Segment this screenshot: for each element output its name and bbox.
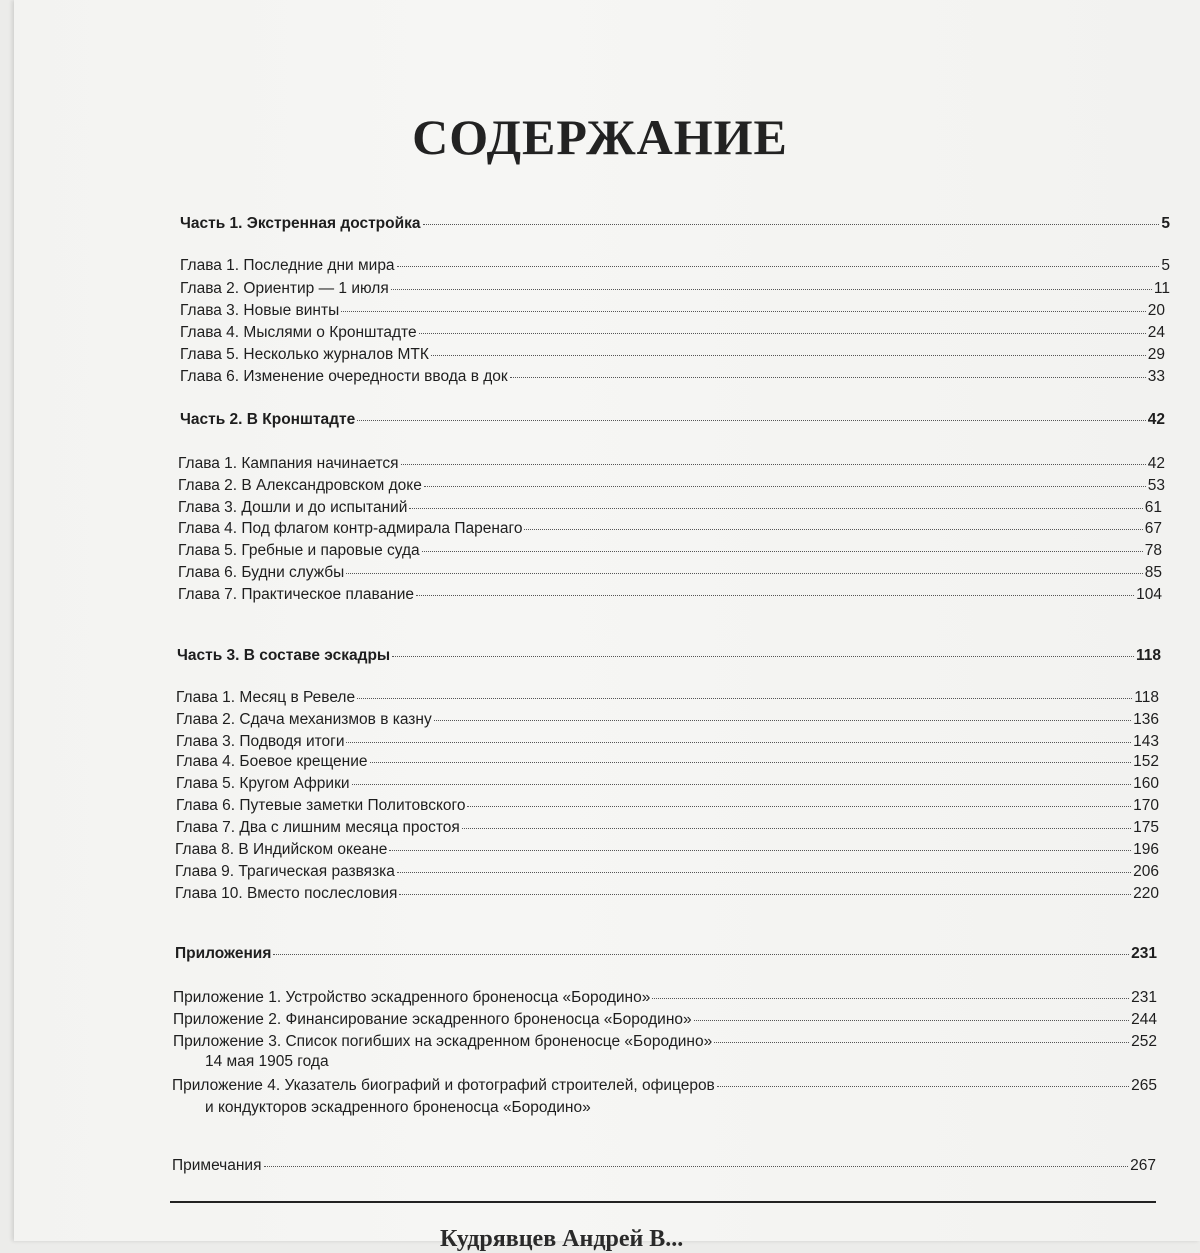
leader-dots xyxy=(423,224,1160,225)
toc-entry-title: Приложение 3. Список погибших на эскадренном броненосце «Бородино» xyxy=(173,1033,713,1050)
toc-page-number: 53 xyxy=(1147,477,1165,494)
toc-page-number: 143 xyxy=(1133,733,1159,750)
toc-page-number: 20 xyxy=(1147,302,1165,319)
toc-entry xyxy=(175,884,1159,904)
toc-page-number: 118 xyxy=(1135,647,1161,664)
leader-dots xyxy=(434,720,1131,721)
toc-entry-title: Глава 4. Мыслями о Кронштадте xyxy=(180,324,417,341)
toc-entry xyxy=(180,301,1165,321)
toc-entry-title: Приложение 2. Финансирование эскадренного броненосца «Бородино» xyxy=(173,1011,692,1028)
toc-appendix-entry xyxy=(172,1076,1157,1096)
toc-entry xyxy=(180,256,1170,276)
leader-dots xyxy=(409,508,1142,509)
toc-entry-title: Глава 6. Путевые заметки Политовского xyxy=(176,797,466,814)
toc-entry xyxy=(178,454,1165,474)
toc-part-title: Часть 2. В Кронштадте xyxy=(180,411,356,428)
toc-notes xyxy=(172,1156,1156,1176)
leader-dots xyxy=(273,954,1129,955)
toc-entry-title: Глава 9. Трагическая развязка xyxy=(175,863,395,880)
leader-dots xyxy=(510,377,1146,378)
toc-entry xyxy=(176,796,1159,816)
leader-dots xyxy=(389,850,1131,851)
leader-dots xyxy=(424,486,1146,487)
toc-entry xyxy=(178,585,1162,605)
toc-entry xyxy=(178,498,1162,518)
toc-entry-title: Глава 4. Под флагом контр-адмирала Паренаго xyxy=(178,520,523,537)
footer-author-line: Кудрявцев Андрей В... xyxy=(440,1226,684,1252)
leader-dots xyxy=(462,828,1131,829)
leader-dots xyxy=(357,420,1146,421)
toc-page-number: 196 xyxy=(1133,841,1159,858)
leader-dots xyxy=(652,998,1129,999)
toc-appendix-entry xyxy=(173,1010,1157,1030)
toc-appendices xyxy=(175,944,1157,964)
toc-entry-title: Примечания xyxy=(172,1157,262,1174)
leader-dots xyxy=(422,551,1143,552)
leader-dots xyxy=(714,1042,1129,1043)
toc-page-number: 231 xyxy=(1131,989,1157,1006)
page-title: СОДЕРЖАНИЕ xyxy=(412,109,788,165)
leader-dots xyxy=(391,289,1152,290)
toc-page-number: 5 xyxy=(1161,257,1170,274)
toc-page-number: 206 xyxy=(1133,863,1159,880)
leader-dots xyxy=(264,1166,1129,1167)
toc-page-number: 104 xyxy=(1136,586,1162,603)
toc-entry xyxy=(176,774,1159,794)
toc-part-title: Часть 3. В составе эскадры xyxy=(177,647,391,664)
toc-entry xyxy=(178,541,1162,561)
toc-entry xyxy=(176,818,1159,838)
leader-dots xyxy=(399,894,1131,895)
toc-entry-title: Глава 5. Несколько журналов МТК xyxy=(180,346,429,363)
toc-entry-title: Глава 2. В Александровском доке xyxy=(178,477,422,494)
toc-entry-title: Глава 10. Вместо послесловия xyxy=(175,885,398,902)
toc-page-number: 29 xyxy=(1147,346,1165,363)
leader-dots xyxy=(352,784,1132,785)
toc-entry-title: Глава 5. Гребные и паровые суда xyxy=(178,542,420,559)
toc-entry xyxy=(178,476,1165,496)
toc-page-number: 42 xyxy=(1147,455,1165,472)
toc-page-number: 170 xyxy=(1133,797,1159,814)
toc-part-2 xyxy=(180,410,1165,430)
toc-entry xyxy=(180,279,1170,299)
leader-dots xyxy=(717,1086,1129,1087)
toc-page-number: 265 xyxy=(1131,1077,1157,1094)
leader-dots xyxy=(416,595,1134,596)
leader-dots xyxy=(524,529,1142,530)
toc-entry xyxy=(175,840,1159,860)
toc-entry-title: Приложение 1. Устройство эскадренного броненосца «Бородино» xyxy=(173,989,651,1006)
toc-entry xyxy=(178,519,1162,539)
toc-page-number: 175 xyxy=(1133,819,1159,836)
toc-entry-title: Приложение 4. Указатель биографий и фотографий строителей, офицеров xyxy=(172,1077,715,1094)
leader-dots xyxy=(694,1020,1130,1021)
toc-entry-title: Глава 6. Изменение очередности ввода в док xyxy=(180,368,508,385)
toc-entry xyxy=(176,710,1159,730)
leader-dots xyxy=(397,266,1160,267)
toc-page-number: 61 xyxy=(1144,499,1162,516)
toc-page-number: 136 xyxy=(1133,711,1159,728)
toc-entry-title: Глава 1. Месяц в Ревеле xyxy=(176,689,356,706)
toc-entry xyxy=(180,345,1165,365)
toc-page-number: 5 xyxy=(1161,215,1170,232)
leader-dots xyxy=(341,311,1146,312)
leader-dots xyxy=(397,872,1131,873)
toc-entry-title: Глава 7. Практическое плавание xyxy=(178,586,415,603)
toc-entry-title: Глава 1. Последние дни мира xyxy=(180,257,395,274)
toc-page-number: 78 xyxy=(1144,542,1162,559)
toc-page-number: 160 xyxy=(1133,775,1159,792)
leader-dots xyxy=(431,355,1146,356)
toc-entry-title: Глава 6. Будни службы xyxy=(178,564,345,581)
toc-entry-title: Глава 1. Кампания начинается xyxy=(178,455,399,472)
toc-entry-title: Глава 4. Боевое крещение xyxy=(176,753,368,770)
toc-page-number: 24 xyxy=(1147,324,1165,341)
toc-page-number: 85 xyxy=(1144,564,1162,581)
toc-page-number: 220 xyxy=(1133,885,1159,902)
toc-appendix-entry xyxy=(173,988,1157,1008)
toc-page-number: 252 xyxy=(1131,1033,1157,1050)
toc-part-1 xyxy=(180,214,1170,234)
leader-dots xyxy=(401,464,1146,465)
toc-entry-continuation: и кондукторов эскадренного броненосца «Бородино» xyxy=(205,1099,591,1116)
toc-entry-title: Глава 3. Дошли и до испытаний xyxy=(178,499,408,516)
toc-page-number: 11 xyxy=(1153,280,1170,297)
toc-page-number: 33 xyxy=(1147,368,1165,385)
leader-dots xyxy=(346,573,1142,574)
bottom-rule xyxy=(170,1201,1156,1203)
toc-appendix-entry xyxy=(173,1032,1157,1052)
toc-entry-title: Глава 8. В Индийском океане xyxy=(175,841,388,858)
leader-dots xyxy=(346,742,1131,743)
toc-entry-title: Глава 2. Сдача механизмов в казну xyxy=(176,711,432,728)
leader-dots xyxy=(419,333,1146,334)
toc-page-number: 244 xyxy=(1131,1011,1157,1028)
toc-entry xyxy=(176,752,1159,772)
toc-page-number: 231 xyxy=(1131,945,1157,962)
toc-page-number: 42 xyxy=(1147,411,1165,428)
leader-dots xyxy=(370,762,1132,763)
toc-entry xyxy=(180,323,1165,343)
toc-page-number: 118 xyxy=(1134,689,1159,706)
toc-entry xyxy=(178,563,1162,583)
toc-entry-continuation: 14 мая 1905 года xyxy=(205,1053,329,1070)
toc-entry-title: Глава 2. Ориентир — 1 июля xyxy=(180,280,389,297)
toc-page-number: 152 xyxy=(1133,753,1159,770)
leader-dots xyxy=(357,698,1132,699)
toc-page-number: 67 xyxy=(1144,520,1162,537)
toc-page-number: 267 xyxy=(1130,1157,1156,1174)
leader-dots xyxy=(392,656,1134,657)
toc-entry-title: Глава 5. Кругом Африки xyxy=(176,775,350,792)
toc-part-title: Часть 1. Экстренная достройка xyxy=(180,215,421,232)
toc-entry-title: Глава 3. Новые винты xyxy=(180,302,340,319)
toc-part-title: Приложения xyxy=(175,945,272,962)
toc-entry-title: Глава 7. Два с лишним месяца простоя xyxy=(176,819,460,836)
leader-dots xyxy=(467,806,1131,807)
toc-entry-title: Глава 3. Подводя итоги xyxy=(176,733,345,750)
toc-part-3 xyxy=(177,646,1161,666)
toc-entry xyxy=(176,688,1159,708)
toc-entry xyxy=(175,862,1159,882)
toc-entry xyxy=(176,732,1159,752)
toc-entry xyxy=(180,367,1165,387)
